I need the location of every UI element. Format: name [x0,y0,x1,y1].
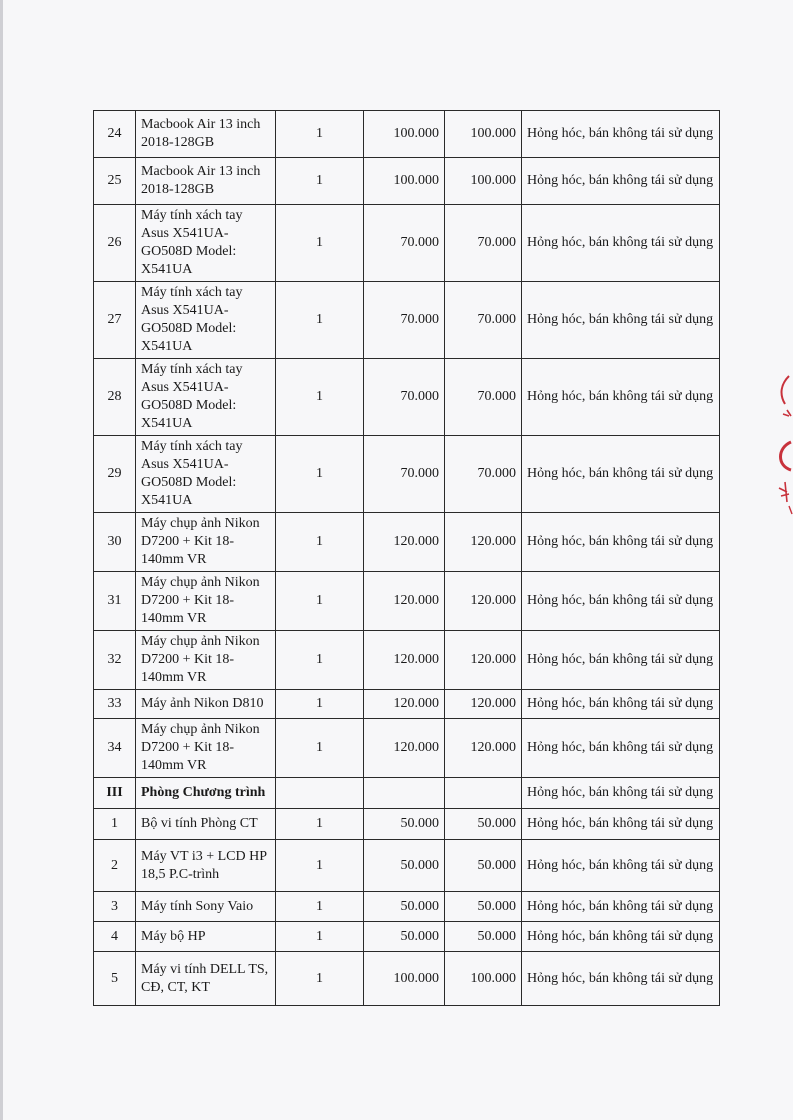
row-number: 26 [94,205,136,282]
page-edge [0,0,3,1120]
table-row [94,359,720,436]
item-note: Hỏng hóc, bán không tái sử dụng [522,111,720,158]
item-note: Hỏng hóc, bán không tái sử dụng [522,719,720,778]
unit-price: 70.000 [364,359,445,436]
total-price: 100.000 [445,111,522,158]
row-number: 32 [94,631,136,690]
total-price: 120.000 [445,572,522,631]
item-name: Máy VT i3 + LCD HP 18,5 P.C-trình [136,840,276,892]
table-row [94,809,720,840]
unit-price: 50.000 [364,809,445,840]
total-price: 100.000 [445,158,522,205]
table-row [94,436,720,513]
total-price: 120.000 [445,719,522,778]
item-name: Máy chụp ảnh Nikon D7200 + Kit 18-140mm VR [136,572,276,631]
total-price: 70.000 [445,282,522,359]
quantity: 1 [276,809,364,840]
quantity: 1 [276,111,364,158]
total-price: 50.000 [445,922,522,952]
unit-price: 120.000 [364,690,445,719]
red-stamp-fragment [767,370,793,520]
total-price: 70.000 [445,436,522,513]
total-price: 120.000 [445,631,522,690]
item-note: Hỏng hóc, bán không tái sử dụng [522,631,720,690]
item-name: Máy chụp ảnh Nikon D7200 + Kit 18-140mm VR [136,631,276,690]
quantity: 1 [276,282,364,359]
unit-price: 100.000 [364,952,445,1006]
item-name: Phòng Chương trình [136,778,276,809]
item-note: Hỏng hóc, bán không tái sử dụng [522,513,720,572]
item-name: Máy tính Sony Vaio [136,892,276,922]
table-row [94,840,720,892]
unit-price: 120.000 [364,631,445,690]
row-number: III [94,778,136,809]
item-name: Máy tính xách tay Asus X541UA-GO508D Model: X541UA [136,282,276,359]
item-name: Máy chụp ảnh Nikon D7200 + Kit 18-140mm VR [136,513,276,572]
item-name: Máy tính xách tay Asus X541UA-GO508D Model: X541UA [136,359,276,436]
item-name: Máy bộ HP [136,922,276,952]
item-note: Hỏng hóc, bán không tái sử dụng [522,436,720,513]
unit-price: 100.000 [364,158,445,205]
unit-price: 100.000 [364,111,445,158]
item-name: Máy tính xách tay Asus X541UA-GO508D Model: X541UA [136,436,276,513]
quantity: 1 [276,952,364,1006]
table-row [94,631,720,690]
section-row [94,778,720,809]
quantity: 1 [276,631,364,690]
item-name: Macbook Air 13 inch 2018-128GB [136,158,276,205]
table-row [94,205,720,282]
table-body [94,111,720,1006]
unit-price: 70.000 [364,205,445,282]
table-row [94,952,720,1006]
row-number: 24 [94,111,136,158]
total-price: 50.000 [445,809,522,840]
total-price: 100.000 [445,952,522,1006]
unit-price: 120.000 [364,719,445,778]
quantity: 1 [276,436,364,513]
row-number: 1 [94,809,136,840]
row-number: 27 [94,282,136,359]
table-row [94,513,720,572]
row-number: 34 [94,719,136,778]
asset-table [93,110,720,1006]
row-number: 25 [94,158,136,205]
unit-price: 50.000 [364,922,445,952]
item-note: Hỏng hóc, bán không tái sử dụng [522,840,720,892]
row-number: 30 [94,513,136,572]
total-price: 50.000 [445,840,522,892]
table-row [94,690,720,719]
quantity: 1 [276,359,364,436]
quantity [276,778,364,809]
quantity: 1 [276,690,364,719]
unit-price: 70.000 [364,282,445,359]
quantity: 1 [276,572,364,631]
item-name: Máy chụp ảnh Nikon D7200 + Kit 18-140mm VR [136,719,276,778]
total-price: 120.000 [445,513,522,572]
unit-price: 120.000 [364,572,445,631]
item-name: Máy tính xách tay Asus X541UA-GO508D Model: X541UA [136,205,276,282]
row-number: 4 [94,922,136,952]
item-note: Hỏng hóc, bán không tái sử dụng [522,809,720,840]
row-number: 31 [94,572,136,631]
unit-price: 120.000 [364,513,445,572]
total-price: 120.000 [445,690,522,719]
item-name: Máy vi tính DELL TS, CĐ, CT, KT [136,952,276,1006]
item-note: Hỏng hóc, bán không tái sử dụng [522,778,720,809]
table-row [94,111,720,158]
item-note: Hỏng hóc, bán không tái sử dụng [522,690,720,719]
item-note: Hỏng hóc, bán không tái sử dụng [522,282,720,359]
quantity: 1 [276,892,364,922]
unit-price: 70.000 [364,436,445,513]
item-note: Hỏng hóc, bán không tái sử dụng [522,892,720,922]
unit-price: 50.000 [364,892,445,922]
row-number: 2 [94,840,136,892]
item-note: Hỏng hóc, bán không tái sử dụng [522,158,720,205]
total-price [445,778,522,809]
item-note: Hỏng hóc, bán không tái sử dụng [522,572,720,631]
quantity: 1 [276,158,364,205]
item-note: Hỏng hóc, bán không tái sử dụng [522,922,720,952]
total-price: 70.000 [445,205,522,282]
total-price: 50.000 [445,892,522,922]
quantity: 1 [276,922,364,952]
table-row [94,892,720,922]
row-number: 33 [94,690,136,719]
row-number: 5 [94,952,136,1006]
table-row [94,572,720,631]
item-note: Hỏng hóc, bán không tái sử dụng [522,359,720,436]
quantity: 1 [276,513,364,572]
quantity: 1 [276,205,364,282]
item-note: Hỏng hóc, bán không tái sử dụng [522,205,720,282]
unit-price [364,778,445,809]
item-note: Hỏng hóc, bán không tái sử dụng [522,952,720,1006]
quantity: 1 [276,840,364,892]
row-number: 29 [94,436,136,513]
item-name: Macbook Air 13 inch 2018-128GB [136,111,276,158]
total-price: 70.000 [445,359,522,436]
table-row [94,282,720,359]
row-number: 3 [94,892,136,922]
table-row [94,922,720,952]
row-number: 28 [94,359,136,436]
quantity: 1 [276,719,364,778]
item-name: Máy ảnh Nikon D810 [136,690,276,719]
item-name: Bộ vi tính Phòng CT [136,809,276,840]
unit-price: 50.000 [364,840,445,892]
table-row [94,158,720,205]
table-row [94,719,720,778]
